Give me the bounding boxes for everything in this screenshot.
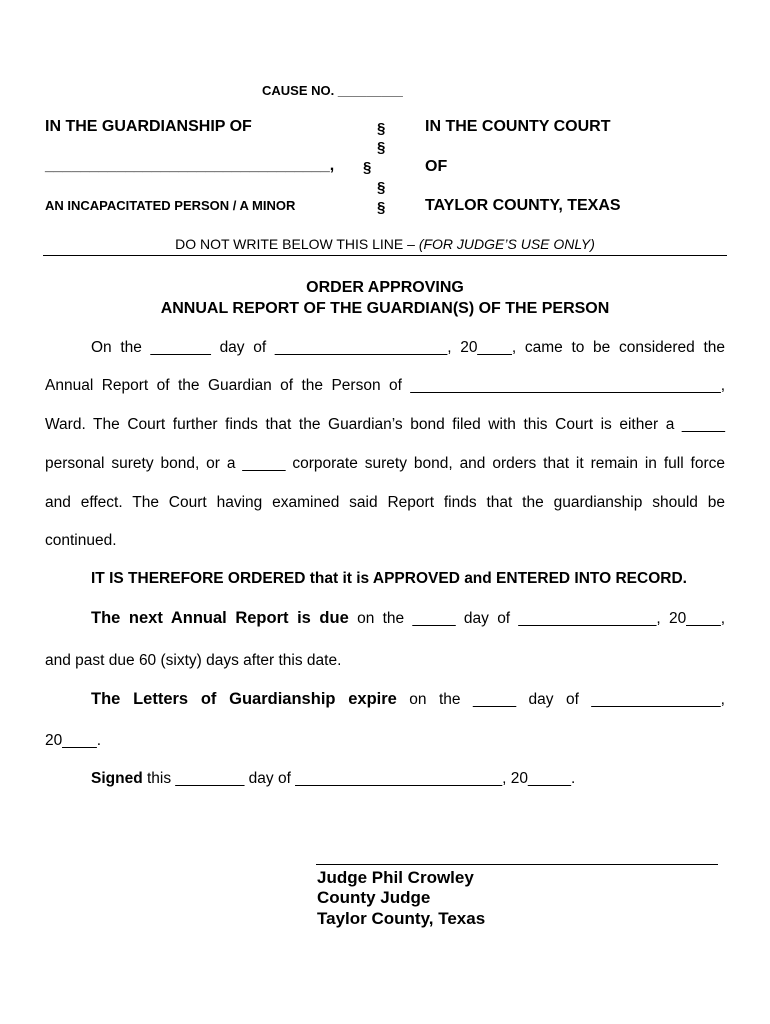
judge-name: Judge Phil Crowley <box>317 868 474 887</box>
judge-use-notice-text: DO NOT WRITE BELOW THIS LINE – <box>175 236 419 252</box>
ward-name-blank: ________________________________, <box>45 157 335 174</box>
paragraph-1-line-2: Annual Report of the Guardian of the Person of ____________________________________, <box>45 377 725 394</box>
cause-number: CAUSE NO. _________ <box>262 83 403 98</box>
section-mark-2: § <box>377 139 386 156</box>
letters-year-line: 20____. <box>45 732 102 749</box>
letters-rest: on the _____ day of _______________, <box>396 691 725 708</box>
paragraph-1-line-3: Ward. The Court further finds that the Guardian’s bond filed with this Court is either a _____ <box>45 416 725 433</box>
next-report-line <box>91 609 725 628</box>
ordered-statement: IT IS THEREFORE ORDERED that it is APPROVED and ENTERED INTO RECORD. <box>91 570 687 587</box>
signed-rest: this ________ day of ________________________, 20_____. <box>142 770 576 787</box>
paragraph-1-line-6: continued. <box>45 532 117 549</box>
next-report-bold: The next Annual Report is due <box>91 609 349 627</box>
signature-line <box>316 864 718 865</box>
guardianship-of-label: IN THE GUARDIANSHIP OF <box>45 118 252 135</box>
letters-bold: The Letters of Guardianship expire <box>91 690 397 708</box>
judge-county: Taylor County, Texas <box>317 909 486 928</box>
order-title-line1: ORDER APPROVING <box>306 279 464 296</box>
of-label: OF <box>425 158 448 175</box>
section-mark-1: § <box>377 120 386 137</box>
paragraph-1-line-1: On the _______ day of ____________________, 20____, came to be considered the <box>91 339 725 356</box>
judge-use-notice-italic: (FOR JUDGE’S USE ONLY) <box>418 236 595 252</box>
order-title-line2: ANNUAL REPORT OF THE GUARDIAN(S) OF THE PERSON <box>160 300 610 317</box>
county-state-label: TAYLOR COUNTY, TEXAS <box>425 197 621 214</box>
section-mark-4: § <box>377 179 386 196</box>
letters-expire-line <box>91 690 725 709</box>
paragraph-1-line-5: and effect. The Court having examined said Report finds that the guardianship should be <box>45 494 725 511</box>
signed-line <box>91 770 575 788</box>
signed-bold: Signed <box>91 770 143 787</box>
section-mark-3: § <box>363 159 372 176</box>
county-court-label: IN THE COUNTY COURT <box>425 118 611 135</box>
next-report-rest: on the _____ day of ________________, 20____, <box>348 610 725 627</box>
judge-use-notice <box>0 236 770 252</box>
past-due-line: and past due 60 (sixty) days after this date. <box>45 652 342 669</box>
judge-title: County Judge <box>317 888 431 907</box>
divider-line <box>43 255 727 256</box>
section-mark-5: § <box>377 199 386 216</box>
incapacitated-person-label: AN INCAPACITATED PERSON / A MINOR <box>45 198 296 213</box>
paragraph-1-line-4: personal surety bond, or a _____ corporate surety bond, and orders that it remain in full force <box>45 455 725 472</box>
